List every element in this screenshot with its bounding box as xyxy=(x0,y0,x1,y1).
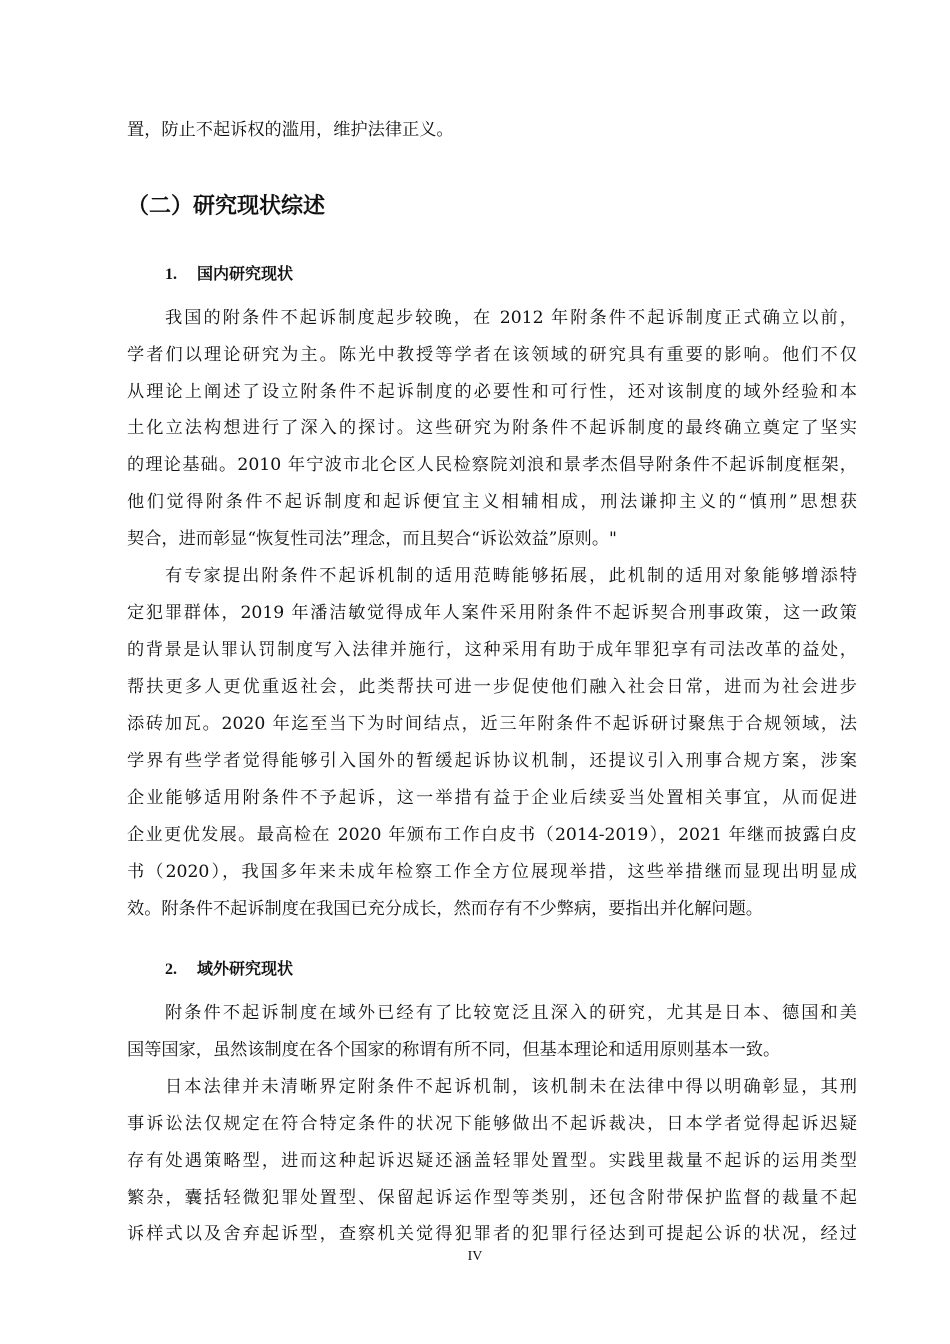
paragraph-line: 日本法律并未清晰界定附条件不起诉机制，该机制未在法律中得以明确彰显，其刑 xyxy=(165,1077,857,1097)
paragraph-line: 效。附条件不起诉制度在我国已充分成长，然而存有不少弊病，要指出并化解问题。 xyxy=(127,899,763,919)
paragraph-line: 的背景是认罪认罚制度写入法律并施行，这种采用有助于成年罪犯享有司法改革的益处， xyxy=(127,640,857,660)
paragraph-line: 帮扶更多人更优重返社会，此类帮扶可进一步促使他们融入社会日常，进而为社会进步 xyxy=(127,677,857,697)
intro-line: 置，防止不起诉权的滥用，维护法律正义。 xyxy=(127,120,454,140)
paragraph-line: 学者们以理论研究为主。陈光中教授等学者在该领域的研究具有重要的影响。他们不仅 xyxy=(127,345,857,365)
paragraph-line: 附条件不起诉制度在域外已经有了比较宽泛且深入的研究，尤其是日本、德国和美 xyxy=(165,1003,857,1023)
section-heading: （二）研究现状综述 xyxy=(127,194,326,219)
domestic-heading-number: 1. xyxy=(165,266,177,283)
paragraph-line: 诉样式以及舍弃起诉型，查察机关觉得犯罪者的犯罪行径达到可提起公诉的状况，经过 xyxy=(127,1224,857,1244)
paragraph-line: 从理论上阐述了设立附条件不起诉制度的必要性和可行性，还对该制度的域外经验和本 xyxy=(127,382,857,402)
paragraph-line: 定犯罪群体，2019 年潘洁敏觉得成年人案件采用附条件不起诉契合刑事政策，这一政策 xyxy=(127,603,857,623)
paragraph-line: 有专家提出附条件不起诉机制的适用范畴能够拓展，此机制的适用对象能够增添特 xyxy=(165,566,857,586)
foreign-heading-number: 2. xyxy=(165,961,177,978)
paragraph-line: 存有处遇策略型，进而这种起诉迟疑还涵盖轻罪处置型。实践里裁量不起诉的运用类型 xyxy=(127,1151,857,1171)
paragraph-line: 他们觉得附条件不起诉制度和起诉便宜主义相辅相成，刑法谦抑主义的“慎刑”思想获 xyxy=(127,492,857,512)
paragraph-line: 添砖加瓦。2020 年迄至当下为时间结点，近三年附条件不起诉研讨聚焦于合规领域，法 xyxy=(127,714,857,734)
domestic-heading xyxy=(165,263,293,286)
paragraph-line: 书（2020），我国多年来未成年检察工作全方位展现举措，这些举措继而显现出明显成 xyxy=(127,862,857,882)
foreign-heading xyxy=(165,958,293,981)
foreign-heading-text: 域外研究现状 xyxy=(197,959,294,978)
paragraph-line: 我国的附条件不起诉制度起步较晚，在 2012 年附条件不起诉制度正式确立以前， xyxy=(165,308,857,328)
paragraph-line: 国等国家，虽然该制度在各个国家的称谓有所不同，但基本理论和适用原则基本一致。 xyxy=(127,1040,781,1060)
paragraph-line: 契合，进而彰显“恢复性司法”理念，而且契合“诉讼效益”原则。" xyxy=(127,529,617,549)
page-number: IV xyxy=(467,1249,483,1264)
domestic-heading-text: 国内研究现状 xyxy=(197,264,294,283)
paragraph-line: 事诉讼法仅规定在符合特定条件的状况下能够做出不起诉裁决，日本学者觉得起诉迟疑 xyxy=(127,1114,857,1134)
paragraph-line: 繁杂，囊括轻微犯罪处置型、保留起诉运作型等类别，还包含附带保护监督的裁量不起 xyxy=(127,1188,857,1208)
paragraph-line: 企业更优发展。最高检在 2020 年颁布工作白皮书（2014-2019），2021 年继而披露白皮 xyxy=(127,825,857,845)
paragraph-line: 企业能够适用附条件不予起诉，这一举措有益于企业后续妥当处置相关事宜，从而促进 xyxy=(127,788,857,808)
paragraph-line: 学界有些学者觉得能够引入国外的暂缓起诉协议机制，还提议引入刑事合规方案，涉案 xyxy=(127,751,857,771)
paragraph-line: 的理论基础。2010 年宁波市北仑区人民检察院刘浪和景孝杰倡导附条件不起诉制度框架， xyxy=(127,455,857,475)
paragraph-line: 土化立法构想进行了深入的探讨。这些研究为附条件不起诉制度的最终确立奠定了坚实 xyxy=(127,418,857,438)
